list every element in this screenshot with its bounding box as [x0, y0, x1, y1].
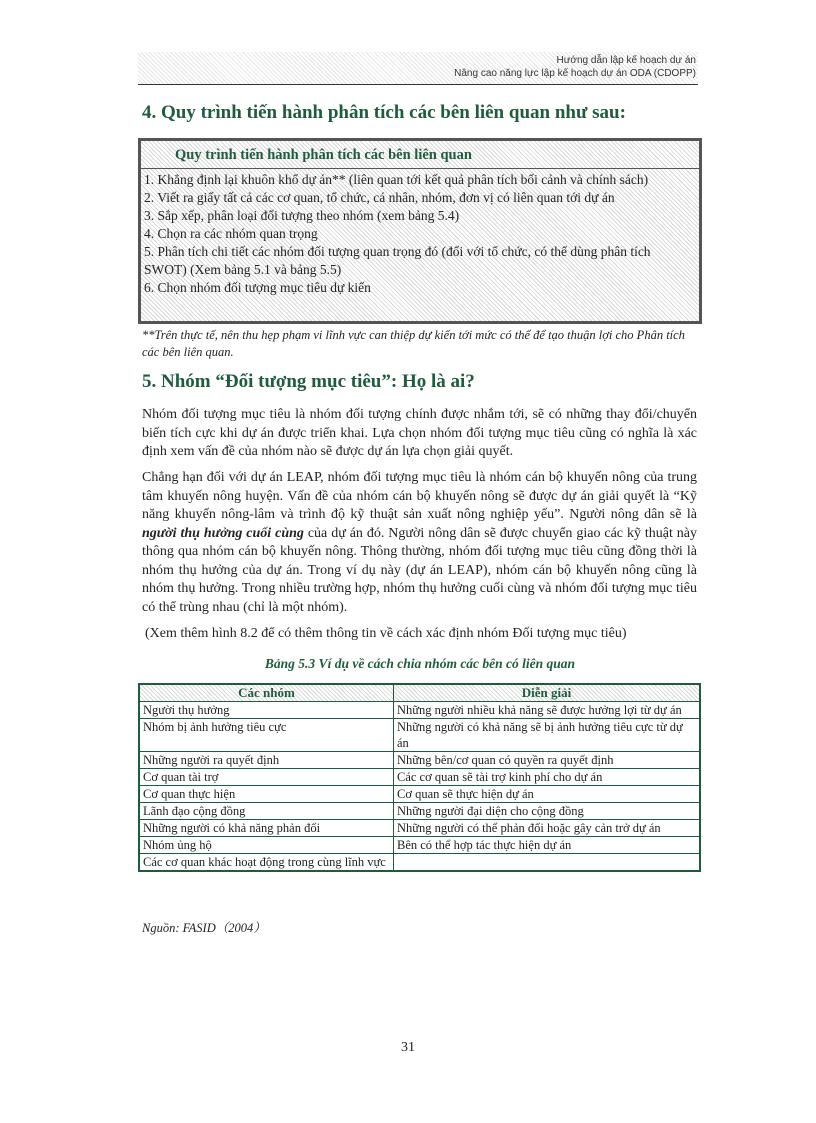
table-row: [139, 719, 700, 752]
paragraph-text: Chẳng hạn đối với dự án LEAP, nhóm đối tượng mục tiêu là nhóm cán bộ khuyến nông của trung tâm khuyến nông huyện. Vấn đề của nhóm cán bộ khuyến nông sẽ được dự án giải quyết là “Kỹ năng khuyến nông-lâm và trình độ kỹ thuật sản xuất nông nghiệp yếu”. Người nông dân sẽ là: [142, 470, 697, 522]
process-box-title: Quy trình tiến hành phân tích các bên liên quan: [175, 147, 472, 163]
process-step: 2. Viết ra giấy tất cả các cơ quan, tổ chức, cá nhân, nhóm, đơn vị có liên quan tới dự án: [144, 190, 615, 205]
paragraph-text: của dự án đó. Người nông dân sẽ được chuyển giao các kỹ thuật này thông qua nhóm cán bộ khuyến nông. Thông thường, nhóm đối tượng mục tiêu cũng đồng thời là nhóm thụ hưởng của dự án. Trong ví dụ này (dự án LEAP), nhóm cán bộ khuyến nông cũng là nhóm thụ hưởng. Trong nhiều trường hợp, nhóm thụ hưởng cuối cùng và nhóm đối tượng mục tiêu có thể trùng nhau (chỉ là một nhóm).: [142, 525, 698, 615]
process-box-divider: [141, 168, 699, 169]
table-cell: Những người có thể phản đối hoặc gây cản trở dự án: [394, 820, 701, 837]
table-cell: Những người ra quyết định: [139, 752, 394, 769]
table-row: [139, 786, 700, 803]
header-line-1: Hướng dẫn lập kế hoạch dự án: [556, 55, 696, 66]
stakeholder-table: [138, 683, 701, 872]
table-row: [139, 837, 700, 854]
paragraph-leap-example: [142, 469, 697, 617]
paragraph-target-group-definition: Nhóm đối tượng mục tiêu là nhóm đối tượng chính được nhắm tới, sẽ có những thay đổi/chuyển biến tích cực khi dự án được triển khai. Lựa chọn nhóm đối tượng mục tiêu cũng có nghĩa là xác định xem vấn đề của nhóm nào sẽ được dự án lựa chọn giải quyết.: [142, 407, 697, 459]
table-cell: Cơ quan tài trợ: [139, 769, 394, 786]
column-header-groups: Các nhóm: [139, 684, 394, 702]
table-row: [139, 820, 700, 837]
table-cell: Những người có khả năng phản đối: [139, 820, 394, 837]
running-header: [138, 52, 698, 85]
table-cell: Những người có khả năng sẽ bị ảnh hưởng tiêu cực từ dự án: [394, 719, 701, 752]
paragraph-see-also: (Xem thêm hình 8.2 để có thêm thông tin về cách xác định nhóm Đối tượng mục tiêu): [145, 626, 627, 641]
table-cell: Cơ quan sẽ thực hiện dự án: [394, 786, 701, 803]
process-step: 1. Khẳng định lại khuôn khổ dự án** (liên quan tới kết quả phân tích bối cảnh và chính sách): [144, 172, 649, 187]
column-header-description: Diễn giải: [394, 684, 701, 702]
process-step: 4. Chọn ra các nhóm quan trọng: [144, 226, 318, 241]
table-cell: [394, 854, 701, 872]
section-4-heading: 4. Quy trình tiến hành phân tích các bên liên quan như sau:: [142, 102, 626, 123]
footnote: **Trên thực tế, nên thu hẹp phạm vi lĩnh vực can thiệp dự kiến tới mức có thể để tạo thuận lợi cho Phân tích các bên liên quan.: [142, 328, 685, 359]
table-cell: Những bên/cơ quan có quyền ra quyết định: [394, 752, 701, 769]
table-cell: Những người đại diện cho cộng đồng: [394, 803, 701, 820]
table-row: [139, 854, 700, 872]
process-step: 3. Sắp xếp, phân loại đối tượng theo nhóm (xem bảng 5.4): [144, 208, 460, 223]
table-cell: Các cơ quan khác hoạt động trong cùng lĩnh vực: [139, 854, 394, 872]
table-cell: Bên có thể hợp tác thực hiện dự án: [394, 837, 701, 854]
table-cell: Lãnh đạo cộng đồng: [139, 803, 394, 820]
table-row: [139, 769, 700, 786]
section-5-heading: 5. Nhóm “Đối tượng mục tiêu”: Họ là ai?: [142, 371, 475, 392]
table-row: [139, 752, 700, 769]
table-cell: Những người nhiều khả năng sẽ được hưởng lợi từ dự án: [394, 702, 701, 719]
header-line-2: Nâng cao năng lực lập kế hoạch dự án ODA (CDOPP): [454, 68, 696, 79]
process-steps-list: [141, 171, 699, 297]
table-row: [139, 702, 700, 719]
table-cell: Nhóm bị ảnh hưởng tiêu cực: [139, 719, 394, 752]
process-step: 5. Phân tích chi tiết các nhóm đối tượng quan trọng đó (đối với tổ chức, có thể dùng phân tích SWOT) (Xem bảng 5.1 và bảng 5.5): [144, 244, 651, 277]
process-step: 6. Chọn nhóm đối tượng mục tiêu dự kiến: [144, 280, 371, 295]
table-header-row: [139, 684, 700, 702]
table-cell: Cơ quan thực hiện: [139, 786, 394, 803]
table-source: Nguồn: FASID（2004）: [142, 921, 266, 935]
process-box: [138, 138, 702, 324]
table-caption: Bảng 5.3 Ví dụ về cách chia nhóm các bên có liên quan: [264, 656, 576, 671]
table-row: [139, 803, 700, 820]
page-number: 31: [401, 1040, 415, 1055]
table-cell: Nhóm ủng hộ: [139, 837, 394, 854]
table-cell: Các cơ quan sẽ tài trợ kinh phí cho dự án: [394, 769, 701, 786]
table-cell: Người thụ hưởng: [139, 702, 394, 719]
emphasized-text: người thụ hưởng cuối cùng: [142, 525, 304, 541]
